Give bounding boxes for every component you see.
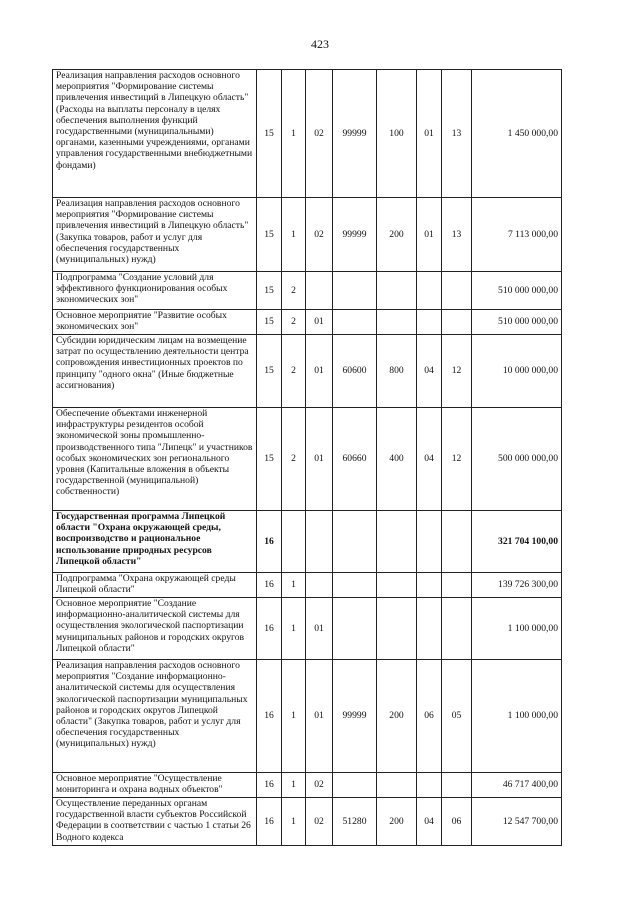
- program-code-cell: 16: [257, 598, 282, 660]
- section-code-cell: [417, 598, 442, 660]
- program-code-cell: 16: [257, 660, 282, 773]
- expense-direction-cell: [333, 598, 377, 660]
- expense-type-cell: 200: [377, 798, 417, 846]
- subprogram-code-cell: 1: [282, 660, 306, 773]
- subprogram-code-cell: 2: [282, 335, 306, 408]
- table-row: [53, 408, 562, 511]
- expense-type-cell: 800: [377, 335, 417, 408]
- expense-type-cell: [377, 310, 417, 335]
- amount-cell: 321 704 100,00: [472, 511, 562, 573]
- amount-cell: 1 100 000,00: [472, 660, 562, 773]
- main-event-code-cell: 01: [306, 310, 333, 335]
- expense-direction-cell: [333, 272, 377, 310]
- section-code-cell: 04: [417, 408, 442, 511]
- amount-cell: 7 113 000,00: [472, 198, 562, 272]
- expense-direction-cell: [333, 773, 377, 798]
- table-row: [53, 598, 562, 660]
- table-row: [53, 272, 562, 310]
- row-name-cell: Государственная программа Липецкой области "Охрана окружающей среды, воспроизводство и рациональное использование природных ресурсов Липецкой области": [53, 511, 257, 573]
- table-row: [53, 310, 562, 335]
- subprogram-code-cell: 1: [282, 198, 306, 272]
- expense-type-cell: 200: [377, 660, 417, 773]
- expense-type-cell: [377, 272, 417, 310]
- main-event-code-cell: 02: [306, 70, 333, 198]
- budget-table-body: [53, 70, 562, 846]
- subprogram-code-cell: 2: [282, 272, 306, 310]
- row-name-cell: Реализация направления расходов основного мероприятия "Формирование системы привлечения инвестиций в Липецкую область" (Закупка товаров, работ и услуг для обеспечения государственных (муниципальных) нужд): [53, 198, 257, 272]
- main-event-code-cell: 02: [306, 198, 333, 272]
- row-name-cell: Обеспечение объектами инженерной инфраструктуры резидентов особой экономической зоны промышленно-производственного типа "Липецк" и участников особых экономических зон регионального уровня (Капитальные вложения в объекты государственной (муниципальной) собственности): [53, 408, 257, 511]
- program-code-cell: 16: [257, 798, 282, 846]
- expense-type-cell: 200: [377, 198, 417, 272]
- subprogram-code-cell: 2: [282, 310, 306, 335]
- subprogram-code-cell: 1: [282, 773, 306, 798]
- section-code-cell: 06: [417, 660, 442, 773]
- section-code-cell: 04: [417, 335, 442, 408]
- amount-cell: 12 547 700,00: [472, 798, 562, 846]
- subprogram-code-cell: 1: [282, 798, 306, 846]
- program-code-cell: 15: [257, 310, 282, 335]
- expense-type-cell: [377, 773, 417, 798]
- amount-cell: 1 100 000,00: [472, 598, 562, 660]
- subsection-code-cell: 12: [442, 408, 472, 511]
- section-code-cell: 04: [417, 798, 442, 846]
- row-name-cell: Реализация направления расходов основного мероприятия "Создание информационно-аналитической системы для осуществления экологической паспортизации муниципальных районов и городских округов Липецкой области" (Закупка товаров, работ и услуг для обеспечения государственных (муниципальных) нужд): [53, 660, 257, 773]
- subprogram-code-cell: 2: [282, 408, 306, 511]
- row-name-cell: Подпрограмма "Охрана окружающей среды Липецкой области": [53, 573, 257, 598]
- program-code-cell: 16: [257, 573, 282, 598]
- expense-direction-cell: [333, 573, 377, 598]
- subsection-code-cell: [442, 511, 472, 573]
- main-event-code-cell: 01: [306, 408, 333, 511]
- table-row: [53, 198, 562, 272]
- expense-type-cell: 400: [377, 408, 417, 511]
- program-code-cell: 16: [257, 511, 282, 573]
- program-code-cell: 16: [257, 773, 282, 798]
- expense-type-cell: [377, 511, 417, 573]
- amount-cell: 1 450 000,00: [472, 70, 562, 198]
- program-code-cell: 15: [257, 198, 282, 272]
- subprogram-code-cell: 1: [282, 598, 306, 660]
- row-name-cell: Основное мероприятие "Осуществление мониторинга и охрана водных объектов": [53, 773, 257, 798]
- section-code-cell: [417, 773, 442, 798]
- subprogram-code-cell: [282, 511, 306, 573]
- expense-direction-cell: [333, 310, 377, 335]
- amount-cell: 46 717 400,00: [472, 773, 562, 798]
- amount-cell: 510 000 000,00: [472, 272, 562, 310]
- main-event-code-cell: 01: [306, 660, 333, 773]
- subsection-code-cell: [442, 773, 472, 798]
- row-name-cell: Реализация направления расходов основного мероприятия "Формирование системы привлечения инвестиций в Липецкую область" (Расходы на выплаты персоналу в целях обеспечения выполнения функций государственными (муниципальными) органами, казенными учреждениями, органами управления государственными внебюджетными фондами): [53, 70, 257, 198]
- subprogram-code-cell: 1: [282, 70, 306, 198]
- expense-direction-cell: 99999: [333, 70, 377, 198]
- expense-type-cell: [377, 573, 417, 598]
- row-name-cell: Субсидии юридическим лицам на возмещение затрат по осуществлению деятельности центра сопровождения инвестиционных проектов по принципу "одного окна" (Иные бюджетные ассигнования): [53, 335, 257, 408]
- main-event-code-cell: [306, 272, 333, 310]
- page-number: 423: [311, 37, 329, 51]
- main-event-code-cell: 01: [306, 335, 333, 408]
- expense-direction-cell: 60600: [333, 335, 377, 408]
- subsection-code-cell: [442, 272, 472, 310]
- program-code-cell: 15: [257, 335, 282, 408]
- table-row: [53, 70, 562, 198]
- main-event-code-cell: 02: [306, 773, 333, 798]
- section-code-cell: 01: [417, 198, 442, 272]
- subsection-code-cell: 05: [442, 660, 472, 773]
- expense-direction-cell: [333, 511, 377, 573]
- main-event-code-cell: [306, 511, 333, 573]
- expense-type-cell: [377, 598, 417, 660]
- expense-type-cell: 100: [377, 70, 417, 198]
- program-code-cell: 15: [257, 272, 282, 310]
- amount-cell: 10 000 000,00: [472, 335, 562, 408]
- table-row: [53, 773, 562, 798]
- row-name-cell: Основное мероприятие "Создание информационно-аналитической системы для осуществления экологической паспортизации муниципальных районов и городских округов Липецкой области": [53, 598, 257, 660]
- program-code-cell: 15: [257, 408, 282, 511]
- section-code-cell: [417, 272, 442, 310]
- amount-cell: 139 726 300,00: [472, 573, 562, 598]
- table-row: [53, 511, 562, 573]
- section-code-cell: [417, 310, 442, 335]
- table-row: [53, 798, 562, 846]
- table-row: [53, 660, 562, 773]
- row-name-cell: Основное мероприятие "Развитие особых экономических зон": [53, 310, 257, 335]
- amount-cell: 510 000 000,00: [472, 310, 562, 335]
- subsection-code-cell: [442, 573, 472, 598]
- expense-direction-cell: 99999: [333, 660, 377, 773]
- subprogram-code-cell: 1: [282, 573, 306, 598]
- main-event-code-cell: 02: [306, 798, 333, 846]
- row-name-cell: Осуществление переданных органам государственной власти субъектов Российской Федерации в соответствии с частью 1 статьи 26 Водного кодекса: [53, 798, 257, 846]
- table-row: [53, 335, 562, 408]
- subsection-code-cell: 13: [442, 198, 472, 272]
- subsection-code-cell: 13: [442, 70, 472, 198]
- subsection-code-cell: [442, 310, 472, 335]
- program-code-cell: 15: [257, 70, 282, 198]
- subsection-code-cell: [442, 598, 472, 660]
- budget-table: [52, 69, 562, 846]
- subsection-code-cell: 12: [442, 335, 472, 408]
- section-code-cell: 01: [417, 70, 442, 198]
- table-row: [53, 573, 562, 598]
- row-name-cell: Подпрограмма "Создание условий для эффективного функционирования особых экономических зон": [53, 272, 257, 310]
- main-event-code-cell: [306, 573, 333, 598]
- expense-direction-cell: 60660: [333, 408, 377, 511]
- amount-cell: 500 000 000,00: [472, 408, 562, 511]
- expense-direction-cell: 51280: [333, 798, 377, 846]
- expense-direction-cell: 99999: [333, 198, 377, 272]
- subsection-code-cell: 06: [442, 798, 472, 846]
- section-code-cell: [417, 573, 442, 598]
- main-event-code-cell: 01: [306, 598, 333, 660]
- section-code-cell: [417, 511, 442, 573]
